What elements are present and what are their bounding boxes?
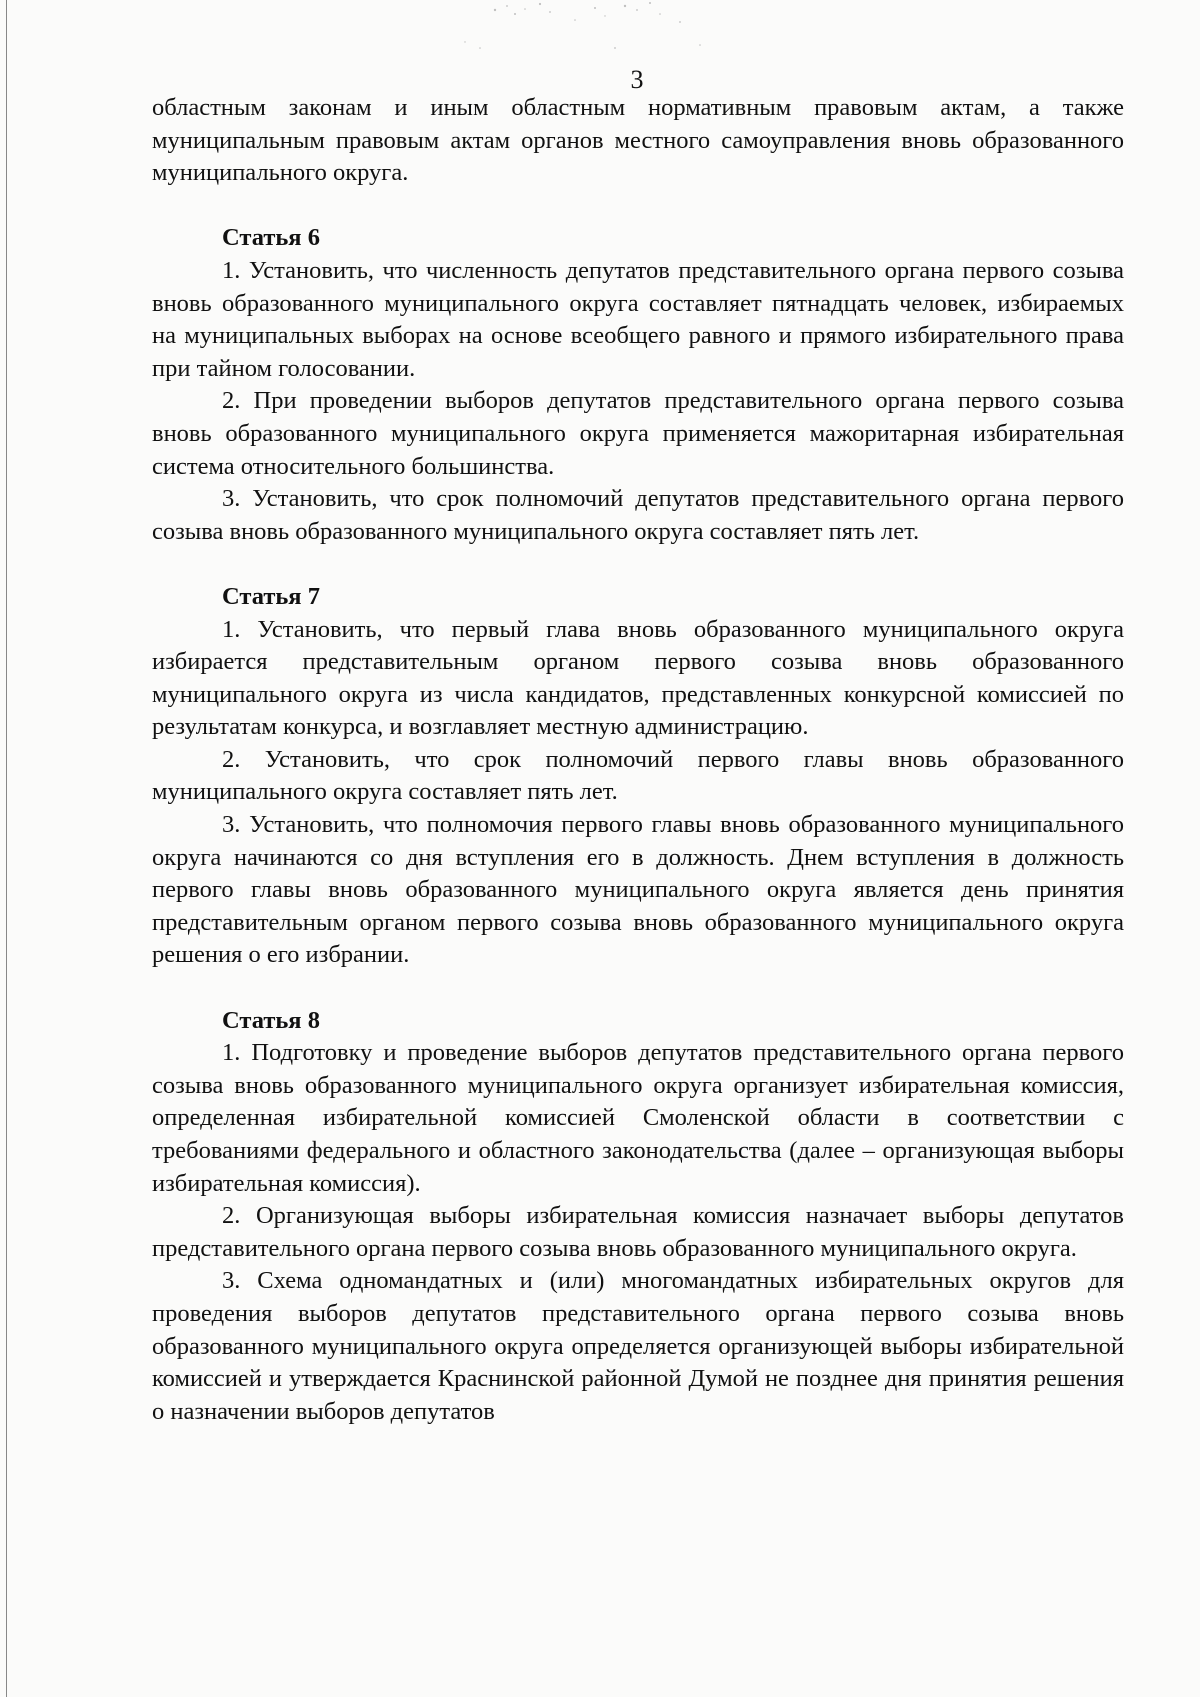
- paragraph: 3. Схема одномандатных и (или) многомандатных избирательных округов для проведения выборов депутатов представительного органа первого созыва вновь образованного муниципального округа определяется организующей выборы избирательной комиссией и утверждается Краснинской районной Думой не позднее дня принятия решения о назначении выборов депутатов: [152, 1267, 1124, 1425]
- scan-noise-marks: [455, 0, 755, 60]
- article-heading: Статья 7: [222, 582, 320, 610]
- page-number: 3: [630, 65, 644, 94]
- paragraph: областным законам и иным областным нормативным правовым актам, а также муниципальным правовым актам органов местного самоуправления вновь образованного муниципального округа.: [152, 94, 1124, 187]
- scan-edge-line: [6, 0, 7, 1697]
- paragraph: 3. Установить, что полномочия первого главы вновь образованного муниципального округа начинаются со дня вступления его в должность. Днем вступления в должность первого главы вновь образованного муниципального округа является день принятия представительным органом первого созыва вновь образованного муниципального округа решения о его избрании.: [152, 811, 1124, 969]
- paragraph: 1. Установить, что численность депутатов представительного органа первого созыва вновь образованного муниципального округа составляет пятнадцать человек, избираемых на муниципальных выборах на основе всеобщего равного и прямого избирательного права при тайном голосовании.: [152, 256, 1124, 382]
- paragraph: 1. Подготовку и проведение выборов депутатов представительного органа первого созыва вновь образованного муниципального округа организует избирательная комиссия, определенная избирательной комиссией Смоленской области в соответствии с требованиями федерального и областного законодательства (далее – организующая выборы избирательная комиссия).: [152, 1039, 1124, 1197]
- document-body: [152, 92, 1124, 1428]
- section-spacer: [152, 972, 1124, 1005]
- article-heading: Статья 6: [222, 224, 320, 252]
- paragraph: 1. Установить, что первый глава вновь образованного муниципального округа избирается представительным органом первого созыва вновь образованного муниципального округа из числа кандидатов, представленных конкурсной комиссией по результатам конкурса, и возглавляет местную администрацию.: [152, 615, 1124, 741]
- section-spacer: [152, 190, 1124, 223]
- section-spacer: [152, 548, 1124, 581]
- article-heading: Статья 8: [222, 1006, 320, 1034]
- paragraph: 2. Установить, что срок полномочий первого главы вновь образованного муниципального округа составляет пять лет.: [152, 745, 1124, 806]
- paragraph: 2. Организующая выборы избирательная комиссия назначает выборы депутатов представительного органа первого созыва вновь образованного муниципального округа.: [152, 1202, 1124, 1262]
- paragraph: 3. Установить, что срок полномочий депутатов представительного органа первого созыва вновь образованного муниципального округа составляет пять лет.: [152, 485, 1124, 545]
- paragraph: 2. При проведении выборов депутатов представительного органа первого созыва вновь образованного муниципального округа применяется мажоритарная избирательная система относительного большинства.: [152, 387, 1124, 480]
